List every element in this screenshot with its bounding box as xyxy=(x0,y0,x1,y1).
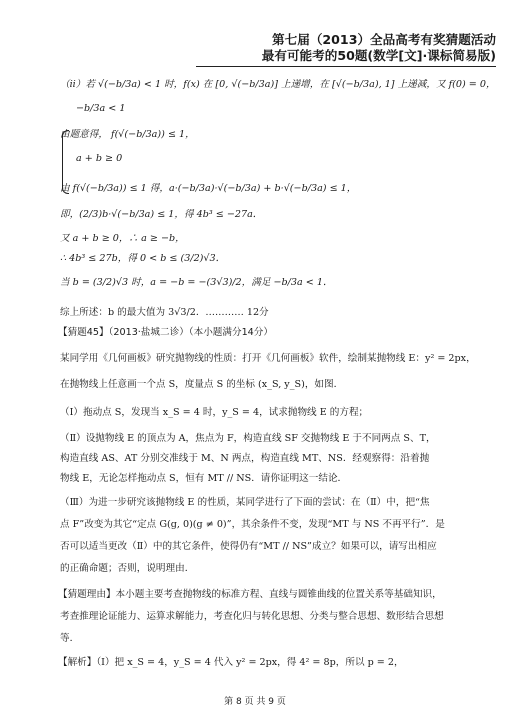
math-line: 又 a + b ≥ 0，∴ a ≥ −b， xyxy=(60,233,185,244)
text-line: 等． xyxy=(60,633,80,644)
text-line: （Ⅲ）为进一步研究该抛物线 E 的性质，某同学进行了下面的尝试：在（Ⅱ）中，把“焦 xyxy=(60,497,430,508)
math-line: 由题意得， f(√(−b/3a)) ≤ 1， xyxy=(60,129,195,140)
header-title-line-2: 最有可能考的50题(数学[文]·课标简易版) xyxy=(261,48,496,63)
math-line: a + b ≥ 0 xyxy=(76,153,123,164)
problem-heading: 【猜题45】（2013·盐城二诊）（本小题满分14分） xyxy=(58,327,273,338)
math-line: 即，(2/3)b·√(−b/3a) ≤ 1，得 4b³ ≤ −27a． xyxy=(60,209,263,220)
page-header xyxy=(196,32,496,67)
header-title-line-1: 第七届（2013）全品高考有奖猜题活动 xyxy=(272,32,496,47)
text-line: （Ⅱ）设抛物线 E 的顶点为 A，焦点为 F，构造直线 SF 交抛物线 E 于不同两点 S、T， xyxy=(60,433,436,444)
page-footer: 第 8 页 共 9 页 xyxy=(224,697,286,707)
reason-heading: 【猜题理由】本小题主要考查抛物线的标准方程、直线与圆锥曲线的位置关系等基础知识， xyxy=(58,589,442,600)
math-line: 当 b = (3/2)√3 时，a = −b = −(3√3)/2，满足 −b/3a < 1． xyxy=(60,277,333,288)
header-rule xyxy=(196,66,496,67)
text-line: 物线 E，无论怎样拖动点 S，恒有 MT // NS．请你证明这一结论． xyxy=(60,473,348,484)
text-line: （ii）若 √(−b/3a) < 1 时，f(x) 在 [0, √(−b/3a)] 上递增，在 [√(−b/3a), 1] 上递减，又 f(0) = 0， xyxy=(60,79,496,90)
text-line: 的正确命题；否则，说明理由． xyxy=(60,563,195,574)
text-line: 综上所述：b 的最大值为 3√3/2．………… 12分 xyxy=(60,307,269,318)
math-line: 由 f(√(−b/3a)) ≤ 1 得，a·(−b/3a)·√(−b/3a) + b·√(−b/3a) ≤ 1， xyxy=(60,183,357,194)
math-line: −b/3a < 1 xyxy=(76,103,126,114)
text-line: 否可以适当更改（Ⅱ）中的其它条件，使得仍有“MT // NS”成立？如果可以，请写出相应 xyxy=(60,541,437,552)
solution-line: 【解析】（Ⅰ）把 x_S = 4，y_S = 4 代入 y² = 2px，得 4² = 8p，所以 p = 2， xyxy=(58,657,404,668)
text-line: 点 F”改变为其它“定点 G(g, 0)(g ≠ 0)”，其余条件不变，发现“MT 与 NS 不再平行”．是 xyxy=(60,519,445,530)
text-line: 某同学用《几何画板》研究抛物线的性质：打开《几何画板》软件，绘制某抛物线 E：y² = 2px， xyxy=(60,353,476,364)
text-line: 在抛物线上任意画一个点 S，度量点 S 的坐标 (x_S, y_S)，如图． xyxy=(60,379,344,390)
text-line: （Ⅰ）拖动点 S，发现当 x_S = 4 时，y_S = 4，试求抛物线 E 的方程； xyxy=(60,407,369,418)
math-line: ∴ 4b³ ≤ 27b，得 0 < b ≤ (3/2)√3． xyxy=(60,253,226,264)
text-line: 考查推理论证能力、运算求解能力，考查化归与转化思想、分类与整合思想、数形结合思想 xyxy=(60,611,444,622)
text-line: 构造直线 AS、AT 分别交准线于 M、N 两点，构造直线 MT、NS．经观察得：沿着抛 xyxy=(60,453,430,464)
